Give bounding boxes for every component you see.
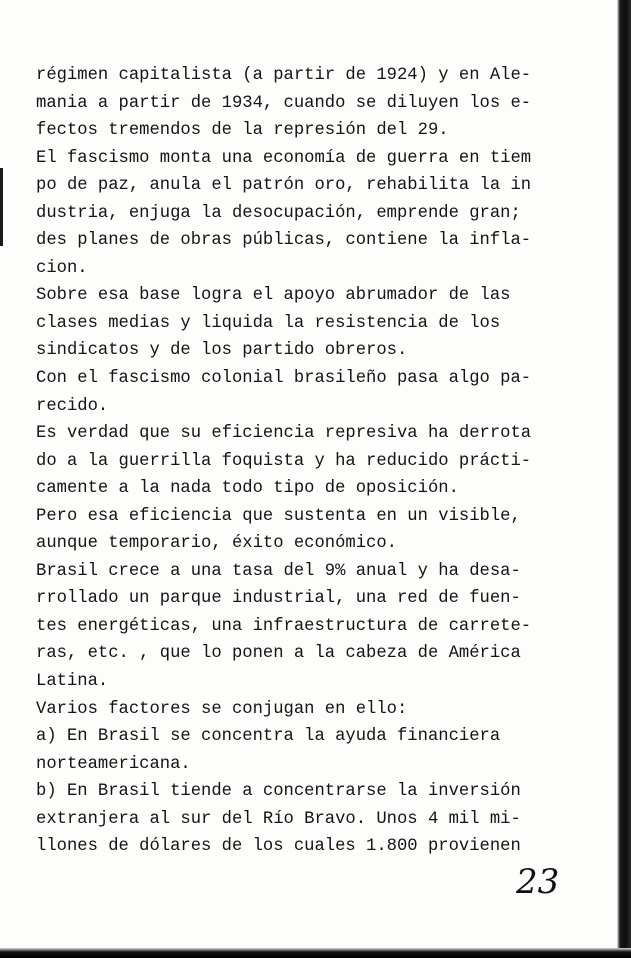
body-text bbox=[36, 62, 596, 861]
text-line: norteamericana. bbox=[36, 754, 191, 774]
margin-scan-mark bbox=[0, 168, 3, 246]
text-line: clases medias y liquida la resistencia de los bbox=[36, 313, 501, 333]
text-line: extranjera al sur del Río Bravo. Unos 4 mil mi- bbox=[36, 809, 521, 829]
text-line: b) En Brasil tiende a concentrarse la inversión bbox=[36, 782, 521, 802]
text-line: aunque temporario, éxito económico. bbox=[36, 534, 397, 554]
text-line: mania a partir de 1934, cuando se diluyen los e- bbox=[36, 93, 532, 113]
text-line: ras, etc. , que lo ponen a la cabeza de América bbox=[36, 644, 521, 664]
text-line: Latina. bbox=[36, 672, 109, 692]
text-line: do a la guerrilla foquista y ha reducido prácti- bbox=[36, 451, 532, 471]
text-line: dustria, enjuga la desocupación, emprende gran; bbox=[36, 203, 521, 223]
page-edge-right bbox=[617, 0, 631, 958]
text-line: Pero esa eficiencia que sustenta en un visible, bbox=[36, 506, 521, 526]
text-line: des planes de obras públicas, contiene la infla- bbox=[36, 231, 532, 251]
text-line: recido. bbox=[36, 396, 109, 416]
text-line: sindicatos y de los partido obreros. bbox=[36, 341, 408, 361]
text-line: tes energéticas, una infraestructura de carrete- bbox=[36, 616, 532, 636]
text-line: Brasil crece a una tasa del 9% anual y ha desa- bbox=[36, 561, 521, 581]
text-line: Varios factores se conjugan en ello: bbox=[36, 699, 408, 719]
text-line: a) En Brasil se concentra la ayuda financiera bbox=[36, 727, 501, 747]
page-edge-bottom bbox=[0, 948, 631, 958]
text-line: cion. bbox=[36, 258, 88, 278]
text-line: Sobre esa base logra el apoyo abrumador de las bbox=[36, 286, 511, 306]
text-line: fectos tremendos de la represión del 29. bbox=[36, 121, 449, 141]
text-line: camente a la nada todo tipo de oposición. bbox=[36, 479, 459, 499]
text-line: Con el fascismo colonial brasileño pasa algo pa- bbox=[36, 369, 532, 389]
text-line: rrollado un parque industrial, una red de fuen- bbox=[36, 589, 521, 609]
text-line: Es verdad que su eficiencia represiva ha derrota bbox=[36, 424, 532, 444]
text-line: llones de dólares de los cuales 1.800 provienen bbox=[36, 837, 521, 857]
text-line: po de paz, anula el patrón oro, rehabilita la in bbox=[36, 176, 532, 196]
text-line: régimen capitalista (a partir de 1924) y en Ale- bbox=[36, 66, 532, 85]
page-number: 23 bbox=[516, 862, 560, 902]
text-line: El fascismo monta una economía de guerra en tiem bbox=[36, 148, 532, 168]
